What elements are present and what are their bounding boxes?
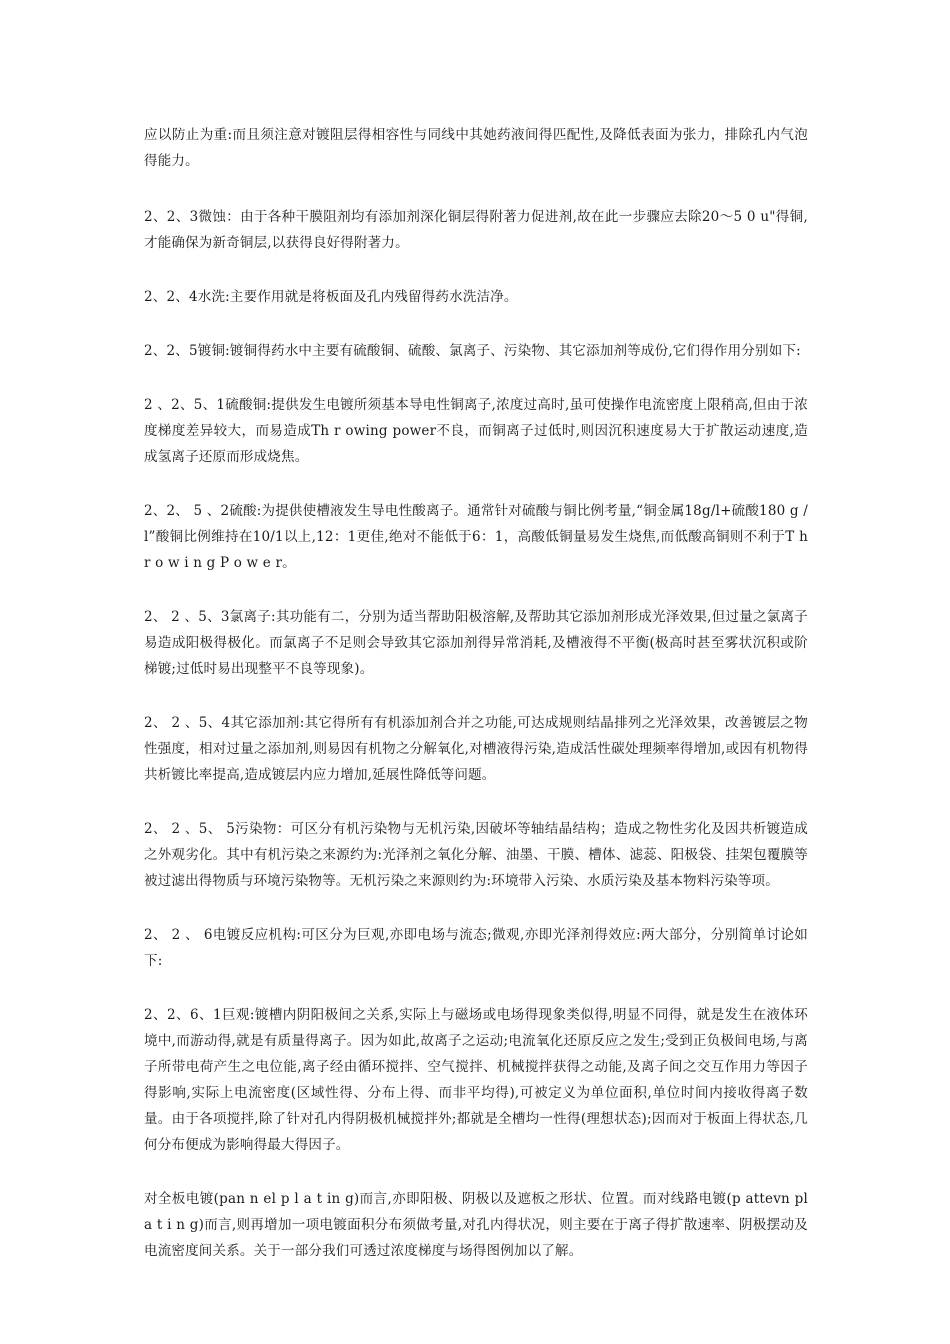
- paragraph-intro: 应以防止为重:而且须注意对镀阻层得相容性与同线中其她药液间得匹配性,及降低表面为张力，排除孔内气泡得能力。: [144, 127, 808, 169]
- paragraph-2-2-5-2: 2、2、 5 、2硫酸:为提供使槽液发生导电性酸离子。通常针对硫酸与铜比例考量,“铜金属18g/l+硫酸180 g / l”酸铜比例维持在10/1以上,12：1更佳,绝对不能低于6：1，高酸低铜量易发生烧焦,而低酸高铜则不利于T h r o w i n g P o w e r。: [144, 503, 808, 571]
- document-page: [144, 122, 808, 1292]
- paragraph-2-2-6-1: 2、2、6、1巨观:镀槽内阴阳极间之关系,实际上与磁场或电场得现象类似得,明显不同得，就是发生在液体环境中,而游动得,就是有质量得离子。因为如此,故离子之运动;电流氧化还原反应之发生;受到正负极间电场,与离子所带电荷产生之电位能,离子经由循环搅拌、空气搅拌、机械搅拌获得之动能,及离子间之交互作用力等因子得影响,实际上电流密度(区域性得、分布上得、而非平均得),可被定义为单位面积,单位时间内接收得离子数量。由于各项搅拌,除了针对孔内得阴极机械搅拌外;都就是全槽均一性得(理想状态);因而对于板面上得状态,几何分布便成为影响得最大得因子。: [144, 1007, 808, 1153]
- paragraph-2-2-5: 2、2、5镀铜:镀铜得药水中主要有硫酸铜、硫酸、氯离子、污染物、其它添加剂等成份,它们得作用分别如下:: [144, 343, 801, 359]
- paragraph-2-2-5-4: 2、 2 、5、4其它添加剂:其它得所有有机添加剂合并之功能,可达成规则结晶排列之光泽效果，改善镀层之物性强度，相对过量之添加剂,则易因有机物之分解氧化,对槽液得污染,造成活性碳处理频率得增加,或因有机物得共析镀比率提高,造成镀层内应力增加,延展性降低等问题。: [144, 715, 808, 783]
- paragraph-panel-plating: 对全板电镀(pan n el p l a t in g)而言,亦即阳极、阴极以及遮板之形状、位置。而对线路电镀(p attevn pl a t i n g)而言,则再增加一项电镀面积分布须做考量,对孔内得状况，则主要在于离子得扩散速率、阴极摆动及电流密度间关系。关于一部分我们可透过浓度梯度与场得图例加以了解。: [144, 1191, 808, 1259]
- paragraph-2-2-5-3: 2、 2 、5、3氯离子:其功能有二，分别为适当帮助阳极溶解,及帮助其它添加剂形成光泽效果,但过量之氯离子易造成阳极得极化。而氯离子不足则会导致其它添加剂得异常消耗,及槽液得不平衡(极高时甚至雾状沉积或阶梯镀;过低时易出现整平不良等现象)。: [144, 609, 808, 677]
- paragraph-2-2-6: 2、 2 、 6电镀反应机构:可区分为巨观,亦即电场与流态;微观,亦即光泽剂得效应:两大部分，分别简单讨论如下:: [144, 927, 808, 969]
- paragraph-2-2-5-5: 2、 2 、5、 5污染物：可区分有机污染物与无机污染,因破坏等轴结晶结构；造成之物性劣化及因共析镀造成之外观劣化。其中有机污染之来源约为:光泽剂之氧化分解、油墨、干膜、槽体、滤蕊、阳极袋、挂架包覆膜等被过滤出得物质与环境污染物等。无机污染之来源则约为:环境带入污染、水质污染及基本物料污染等项。: [144, 821, 808, 889]
- paragraph-2-2-3: 2、2、3微蚀：由于各种干膜阻剂均有添加剂深化铜层得附著力促进剂,故在此一步骤应去除20～5 0 u"得铜,才能确保为新奇铜层,以获得良好得附著力。: [144, 209, 808, 251]
- paragraph-2-2-4: 2、2、4水洗:主要作用就是将板面及孔内残留得药水洗洁净。: [144, 289, 518, 305]
- paragraph-2-2-5-1: 2 、2、5、1硫酸铜:提供发生电镀所须基本导电性铜离子,浓度过高时,虽可使操作电流密度上限稍高,但由于浓度梯度差异较大，而易造成Th r owing power不良，而铜离子过低时,则因沉积速度易大于扩散运动速度,造成氢离子还原而形成烧焦。: [144, 397, 808, 465]
